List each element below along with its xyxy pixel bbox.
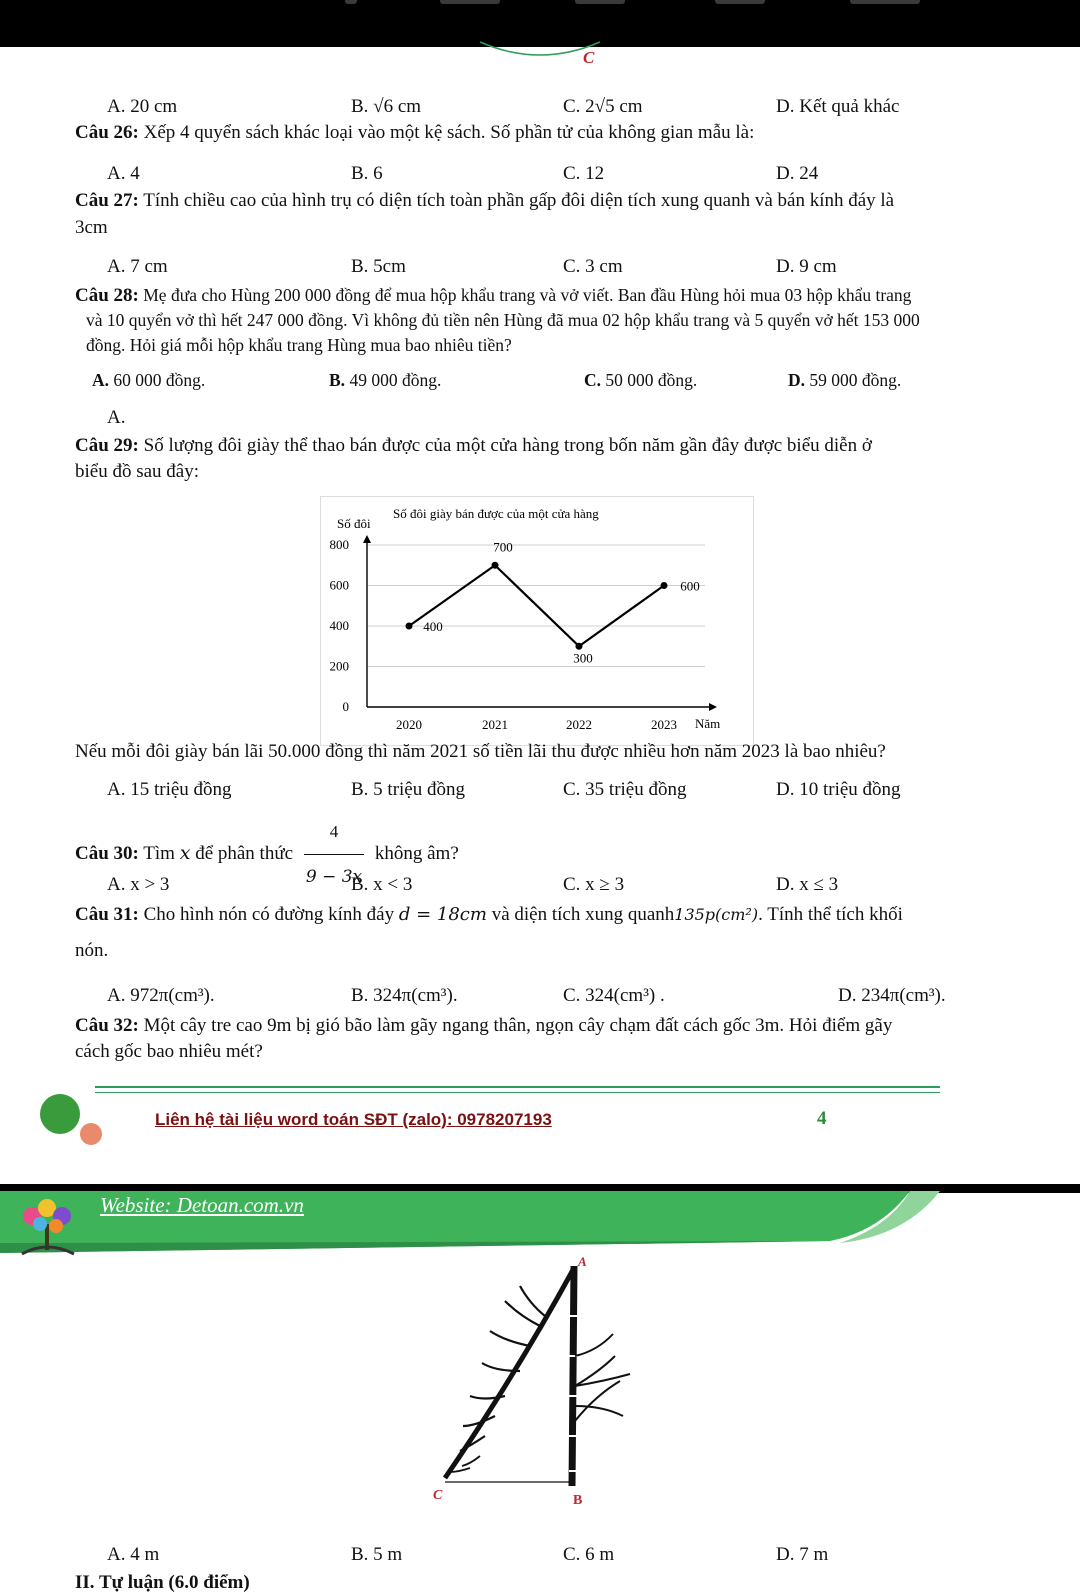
q29-line2: biểu đồ sau đây: bbox=[75, 461, 200, 482]
chart-point bbox=[661, 582, 668, 589]
q26-option-b[interactable]: B. 6 bbox=[351, 163, 383, 184]
q26-option-d[interactable]: D. 24 bbox=[776, 163, 819, 184]
q27-option-b[interactable]: B. 5cm bbox=[351, 256, 406, 277]
chart-container bbox=[320, 496, 754, 746]
q28-stem bbox=[75, 285, 911, 307]
q28-option-d-text: 59 000 đồng. bbox=[805, 370, 902, 390]
chart-point bbox=[492, 562, 499, 569]
q28-option-a[interactable] bbox=[92, 370, 205, 391]
q31-area: 135p(cm²) bbox=[674, 905, 759, 924]
chart-x-tick: 2021 bbox=[482, 717, 508, 732]
chart-y-tick: 800 bbox=[329, 537, 349, 552]
q26-stem bbox=[75, 122, 754, 144]
q32-label: Câu 32: bbox=[75, 1015, 139, 1036]
q28-option-a-letter: A. bbox=[92, 370, 110, 390]
q32-line1: Một cây tre cao 9m bị gió bão làm gãy ngang thân, ngọn cây chạm đất cách gốc 3m. Hỏi điểm gãy bbox=[143, 1015, 893, 1036]
q29-label: Câu 29: bbox=[75, 435, 139, 456]
q27-option-a[interactable]: A. 7 cm bbox=[107, 256, 168, 277]
q29-option-c[interactable]: C. 35 triệu đồng bbox=[563, 779, 687, 800]
q30-post: không âm? bbox=[374, 842, 459, 864]
q26-text: Xếp 4 quyển sách khác loại vào một kệ sách. Số phần tử của không gian mẫu là: bbox=[143, 122, 755, 143]
q29-option-b[interactable]: B. 5 triệu đồng bbox=[351, 779, 465, 800]
q30-option-d[interactable]: D. x ≤ 3 bbox=[776, 874, 839, 895]
q30-numerator: 4 bbox=[304, 810, 364, 855]
q32-option-d[interactable]: D. 7 m bbox=[776, 1544, 829, 1565]
chart-x-tick: 2020 bbox=[396, 717, 422, 732]
q30-mid: để phân thức bbox=[195, 842, 294, 864]
q29-option-a[interactable]: A. 15 triệu đồng bbox=[107, 779, 232, 800]
chart-y-tick: 0 bbox=[342, 699, 349, 714]
q25-option-a[interactable]: A. 20 cm bbox=[107, 96, 178, 117]
q31-stem bbox=[75, 904, 903, 926]
q28-option-b-text: 49 000 đồng. bbox=[345, 370, 442, 390]
top-tab bbox=[715, 0, 765, 4]
section-2-title: II. Tự luận (6.0 điểm) bbox=[75, 1572, 250, 1593]
q29-stem bbox=[75, 435, 872, 457]
q28-label: Câu 28: bbox=[75, 285, 139, 306]
q30-option-c[interactable]: C. x ≥ 3 bbox=[563, 874, 625, 895]
footer-divider bbox=[95, 1086, 940, 1088]
q31-text2: và diện tích xung quanh bbox=[491, 904, 675, 925]
chart-point bbox=[406, 623, 413, 630]
website-link[interactable]: Website: Detoan.com.vn bbox=[100, 1193, 304, 1217]
q30-pre: Tìm bbox=[143, 842, 175, 864]
q31-option-b[interactable]: B. 324π(cm³). bbox=[351, 985, 458, 1006]
footer-divider-thin bbox=[95, 1092, 940, 1093]
q30-var: x bbox=[179, 841, 191, 864]
q27-label: Câu 27: bbox=[75, 190, 139, 211]
q25-option-b[interactable]: B. √6 cm bbox=[351, 96, 422, 117]
q28-line2: và 10 quyển vở thì hết 247 000 đồng. Vì không đủ tiền nên Hùng đã mua 02 hộp khẩu trang và 5 quyển vở hết 153 000 bbox=[86, 310, 920, 330]
q26-label: Câu 26: bbox=[75, 122, 139, 143]
q28-line1: Mẹ đưa cho Hùng 200 000 đồng để mua hộp khẩu trang và vở viết. Ban đầu Hùng hỏi mua 03 hộp khẩu trang bbox=[143, 285, 912, 305]
q31-option-a[interactable]: A. 972π(cm³). bbox=[107, 985, 215, 1006]
chart-series-line bbox=[409, 565, 664, 646]
q32-line2: cách gốc bao nhiêu mét? bbox=[75, 1041, 263, 1062]
q28-answer: A. bbox=[107, 407, 126, 428]
q27-option-d[interactable]: D. 9 cm bbox=[776, 256, 837, 277]
q28-option-d[interactable] bbox=[788, 370, 901, 391]
q31-text1: Cho hình nón có đường kính đáy bbox=[143, 904, 395, 925]
figure-point-a: A bbox=[578, 1256, 587, 1269]
q28-line3: đồng. Hỏi giá mỗi hộp khẩu trang Hùng mua bao nhiêu tiền? bbox=[86, 335, 512, 355]
q29-line1: Số lượng đôi giày thể thao bán được của một cửa hàng trong bốn năm gần đây được biểu diễn ở bbox=[143, 435, 872, 456]
q28-option-c-letter: C. bbox=[584, 370, 602, 390]
tree-logo-icon bbox=[12, 1196, 82, 1258]
footer-bubbles-icon bbox=[35, 1092, 110, 1152]
chart-x-tick: 2023 bbox=[651, 717, 677, 732]
q31-option-c[interactable]: C. 324(cm³) . bbox=[563, 985, 665, 1006]
figure-point-c: C bbox=[433, 1488, 443, 1503]
figure-point-b: B bbox=[573, 1493, 583, 1508]
q27-stem bbox=[75, 190, 894, 212]
page-gap bbox=[0, 1162, 1080, 1184]
q28-option-b[interactable] bbox=[329, 370, 441, 391]
q28-option-c[interactable] bbox=[584, 370, 697, 391]
figure-label-c: C bbox=[583, 48, 595, 67]
q26-option-a[interactable]: A. 4 bbox=[107, 163, 140, 184]
chart-data-label: 700 bbox=[493, 539, 513, 555]
q27-text: Tính chiều cao của hình trụ có diện tích toàn phần gấp đôi diện tích xung quanh và bán kính đáy là bbox=[143, 190, 895, 211]
q26-option-c[interactable]: C. 12 bbox=[563, 163, 605, 184]
q32-option-a[interactable]: A. 4 m bbox=[107, 1544, 160, 1565]
q30-label: Câu 30: bbox=[75, 842, 139, 864]
q28-option-d-letter: D. bbox=[788, 370, 806, 390]
chart-y-label: Số đôi bbox=[337, 516, 371, 531]
q30-denominator: 9 − 3x bbox=[305, 867, 363, 887]
q30-option-a[interactable]: A. x > 3 bbox=[107, 874, 170, 895]
q27-text-2: 3cm bbox=[75, 217, 108, 238]
q31-diameter: d = 18cm bbox=[398, 904, 487, 925]
q32-option-b[interactable]: B. 5 m bbox=[351, 1544, 403, 1565]
chart-y-tick: 400 bbox=[329, 618, 349, 633]
chart-x-label: Năm bbox=[695, 716, 721, 731]
q27-option-c[interactable]: C. 3 cm bbox=[563, 256, 623, 277]
line-chart bbox=[321, 497, 753, 745]
chart-y-tick: 200 bbox=[329, 658, 349, 674]
top-tab bbox=[850, 0, 920, 4]
chart-data-label: 600 bbox=[680, 578, 700, 594]
q29-followup: Nếu mỗi đôi giày bán lãi 50.000 đồng thì năm 2021 số tiền lãi thu được nhiều hơn năm 2023 là bao nhiêu? bbox=[75, 741, 886, 762]
q30-option-b[interactable]: B. x < 3 bbox=[351, 874, 413, 895]
q25-option-c[interactable]: C. 2√5 cm bbox=[563, 96, 643, 117]
q28-option-c-text: 50 000 đồng. bbox=[601, 370, 698, 390]
chart-point bbox=[576, 643, 583, 650]
q31-option-d[interactable]: D. 234π(cm³). bbox=[838, 985, 946, 1006]
page-number: 4 bbox=[817, 1108, 827, 1129]
q32-option-c[interactable]: C. 6 m bbox=[563, 1544, 615, 1565]
footer-contact-link[interactable]: Liên hệ tài liệu word toán SĐT (zalo): 0978207193 bbox=[155, 1110, 552, 1129]
chart-x-arrow bbox=[709, 703, 717, 711]
top-tab bbox=[440, 0, 500, 4]
chart-data-label: 400 bbox=[423, 619, 443, 634]
bamboo-figure bbox=[425, 1256, 685, 1526]
top-tab bbox=[345, 0, 357, 4]
q29-option-d[interactable]: D. 10 triệu đồng bbox=[776, 779, 901, 800]
q31-label: Câu 31: bbox=[75, 904, 139, 925]
q31-text3: . Tính thể tích khối bbox=[758, 904, 903, 925]
chart-y-arrow bbox=[363, 535, 371, 543]
q32-stem bbox=[75, 1015, 892, 1037]
chart-data-label: 300 bbox=[573, 650, 593, 666]
chart-title: Số đôi giày bán được của một cửa hàng bbox=[393, 506, 599, 521]
chart-y-tick: 600 bbox=[329, 577, 349, 593]
q25-option-d[interactable]: D. Kết quả khác bbox=[776, 96, 900, 117]
q28-option-a-text: 60 000 đồng. bbox=[109, 370, 206, 390]
q28-option-b-letter: B. bbox=[329, 370, 346, 390]
top-tab bbox=[575, 0, 625, 4]
q31-text4: nón. bbox=[75, 940, 109, 961]
chart-x-tick: 2022 bbox=[566, 717, 592, 732]
